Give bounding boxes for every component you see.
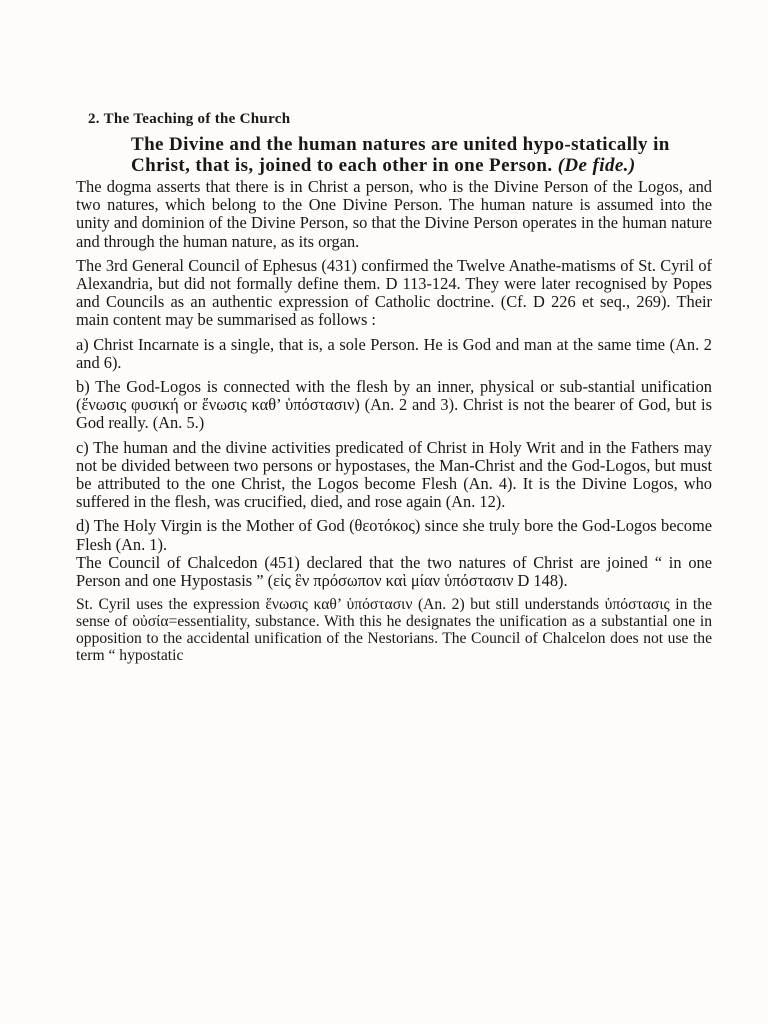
section-heading: 2. The Teaching of the Church [88, 111, 291, 127]
paragraph-cyril: St. Cyril uses the expression ἕνωσις καθ’ ὑπόστασιν (An. 2) but still understands ὑπόστασις in the sense of οὐσία=essentiality, substance. With this he designates the unification as a substantial one in opposition to the accidental unification of the Nestorians. The Council of Chalcelon does not use the term “ hypostatic [76, 596, 712, 665]
paragraph-chalcedon: The Council of Chalcedon (451) declared that the two natures of Christ are joined “ in one Person and one Hypostasis ” (εἰς ἓν πρόσωπον καὶ μίαν ὑπόστασιν D 148). [76, 552, 712, 591]
anathematism-b: b) The God-Logos is connected with the flesh by an inner, physical or sub-stantial unification (ἕνωσις φυσική or ἕνωσις καθ’ ὑπόστασιν) (An. 2 and 3). Christ is not the bearer of God, but is God really. (An. 5.) [76, 377, 712, 433]
anathematism-d: d) The Holy Virgin is the Mother of God (θεοτόκος) since she truly bore the God-Logos become Flesh (An. 1). [76, 516, 712, 554]
anathematism-c: c) The human and the divine activities predicated of Christ in Holy Writ and in the Fathers may not be divided between two persons or hypostases, the Man-Christ and the God-Logos, but must be attributed to the one Christ, the Logos become Flesh (An. 4). It is the Divine Logos, who suffered in the flesh, was crucified, died, and rose again (An. 12). [76, 437, 712, 512]
page-text-block [76, 111, 712, 664]
paragraph-dogma: The dogma asserts that there is in Christ a person, who is the Divine Person of the Logos, and two natures, which belong to the One Divine Person. The human nature is assumed into the unity and dominion of the Divine Person, so that the Divine Person operates in the human nature and through the human nature, as its organ. [76, 177, 712, 251]
anathematism-a: a) Christ Incarnate is a single, that is, a sole Person. He is God and man at the same time (An. 2 and 6). [76, 334, 712, 372]
thesis-qualifier: (De fide.) [557, 155, 636, 176]
paragraph-ephesus: The 3rd General Council of Ephesus (431) confirmed the Twelve Anathe-matisms of St. Cyril of Alexandria, but did not formally define them. D 113-124. They were later recognised by Popes and Councils as an authentic expression of Catholic doctrine. (Cf. D 226 et seq., 269). Their main content may be summarised as follows : [76, 255, 712, 330]
dogma-thesis [131, 134, 712, 176]
thesis-text: The Divine and the human natures are united hypo-statically in Christ, that is, joined to each other in one Person. [131, 134, 670, 176]
